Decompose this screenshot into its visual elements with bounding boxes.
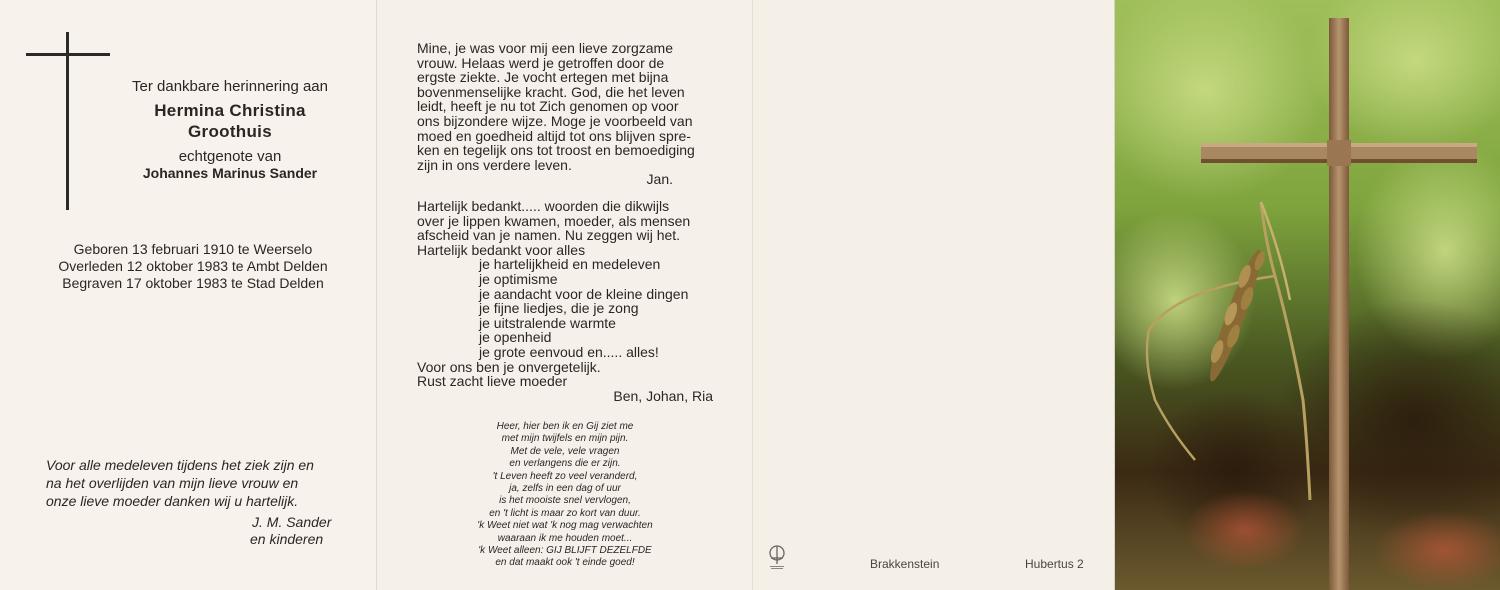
poem-line: Met de vele, vele vragen xyxy=(510,445,620,457)
letter-line: afscheid van je namen. Nu zeggen wij het. xyxy=(417,227,681,244)
letter-line: ons bijzondere wijze. Moge je voorbeeld van xyxy=(417,112,693,129)
photo-panel xyxy=(1114,0,1500,590)
poem-line: 'k Weet niet wat 'k nog mag verwachten xyxy=(477,520,653,532)
intro-text: Ter dankbare herinnering aan xyxy=(132,78,328,95)
letter-children xyxy=(417,199,713,403)
letter-line: ergste ziekte. Je vocht ertegen met bijna xyxy=(417,69,669,86)
letter-line: zijn in ons verdere leven. xyxy=(417,156,572,173)
thanks-line: onze lieve moeder danken wij u hartelijk. xyxy=(46,493,299,509)
thanks-line: Voor alle medeleven tijdens het ziek zijn en xyxy=(46,457,314,473)
gratitude-item: je hartelijkheid en medeleven xyxy=(479,256,661,273)
poem-line: 't Leven heeft zo veel veranderd, xyxy=(492,470,638,482)
name-line-1: Hermina Christina xyxy=(154,101,306,120)
letter-line: leidt, heeft je nu tot Zich genomen op voor xyxy=(417,98,679,115)
card-series: Hubertus 2 xyxy=(1025,557,1084,571)
closing-line: Voor ons ben je onvergetelijk. xyxy=(417,358,601,375)
inside-text-panel xyxy=(376,0,752,590)
cross-icon xyxy=(66,32,69,210)
letter-line: Hartelijk bedankt..... woorden die dikwijls xyxy=(417,198,670,214)
gratitude-item: je openheid xyxy=(479,329,552,346)
died-date: Overleden 12 oktober 1983 te Ambt Delden xyxy=(58,258,328,274)
born-date: Geboren 13 februari 1910 te Weerselo xyxy=(73,241,313,257)
spouse-name: Johannes Marinus Sander xyxy=(142,165,318,181)
poem-line: Heer, hier ben ik en Gij ziet me xyxy=(496,421,634,432)
thanks-text xyxy=(46,456,356,510)
signature-line-1: J. M. Sander xyxy=(252,514,332,530)
letter-signature: Jan. xyxy=(646,171,673,188)
letter-line: vrouw. Helaas werd je getroffen door de xyxy=(417,54,665,71)
buried-date: Begraven 17 oktober 1983 te Stad Delden xyxy=(62,275,324,291)
poem-line: is het mooiste snel vervlogen, xyxy=(499,495,631,507)
poem-line: ja, zelfs in een dag of uur xyxy=(509,483,621,495)
poem-line: en verlangens die er zijn. xyxy=(509,458,621,470)
letter-line: over je lippen kwamen, moeder, als mensen xyxy=(417,212,691,229)
gratitude-item: je optimisme xyxy=(479,270,558,287)
letter-line: bovenmenselijke kracht. God, die het leven xyxy=(417,83,685,100)
closing-line: Rust zacht lieve moeder xyxy=(417,373,568,390)
gratitude-item: je uitstralende warmte xyxy=(479,314,616,331)
name-line-2: Groothuis xyxy=(188,122,272,141)
poem xyxy=(417,421,713,570)
letter-line: Mine, je was voor mij een lieve zorgzame xyxy=(417,40,673,56)
spouse-label: echtgenote van xyxy=(178,148,282,165)
back-panel xyxy=(752,0,1114,590)
publisher-name: Brakkenstein xyxy=(870,557,940,571)
thanks-line: na het overlijden van mijn lieve vrouw en xyxy=(46,475,299,491)
cross-with-wheat-photo xyxy=(1115,0,1500,590)
letter-line: ken en tegelijk ons tot troost en bemoediging xyxy=(417,142,695,159)
deceased-name xyxy=(90,100,370,142)
gratitude-item: je fijne liedjes, die je zong xyxy=(479,300,639,317)
letter-line: Hartelijk bedankt voor alles xyxy=(417,241,586,258)
poem-line: en 't licht is maar zo kort van duur. xyxy=(489,507,641,519)
thanks-signature xyxy=(250,514,331,548)
life-dates xyxy=(20,241,366,292)
poem-line: 'k Weet alleen: GIJ BLIJFT DEZELFDE xyxy=(478,545,652,557)
gratitude-item: je aandacht voor de kleine dingen xyxy=(479,285,689,302)
children-signature: Ben, Johan, Ria xyxy=(613,387,713,404)
signature-line-2: en kinderen xyxy=(250,531,324,547)
cross-icon-bar xyxy=(26,53,110,56)
letter-jan xyxy=(417,41,713,187)
poem-line: met mijn twijfels en mijn pijn. xyxy=(501,433,629,445)
poem-line: waaraan ik me houden moet... xyxy=(497,532,633,544)
publisher-logo-icon xyxy=(767,544,787,570)
gratitude-item: je grote eenvoud en..... alles! xyxy=(479,343,659,360)
poem-line: en dat maakt ook 't einde goed! xyxy=(495,557,635,569)
front-panel xyxy=(0,0,376,590)
letter-line: moed en goedheid altijd tot ons blijven spre- xyxy=(417,127,691,144)
